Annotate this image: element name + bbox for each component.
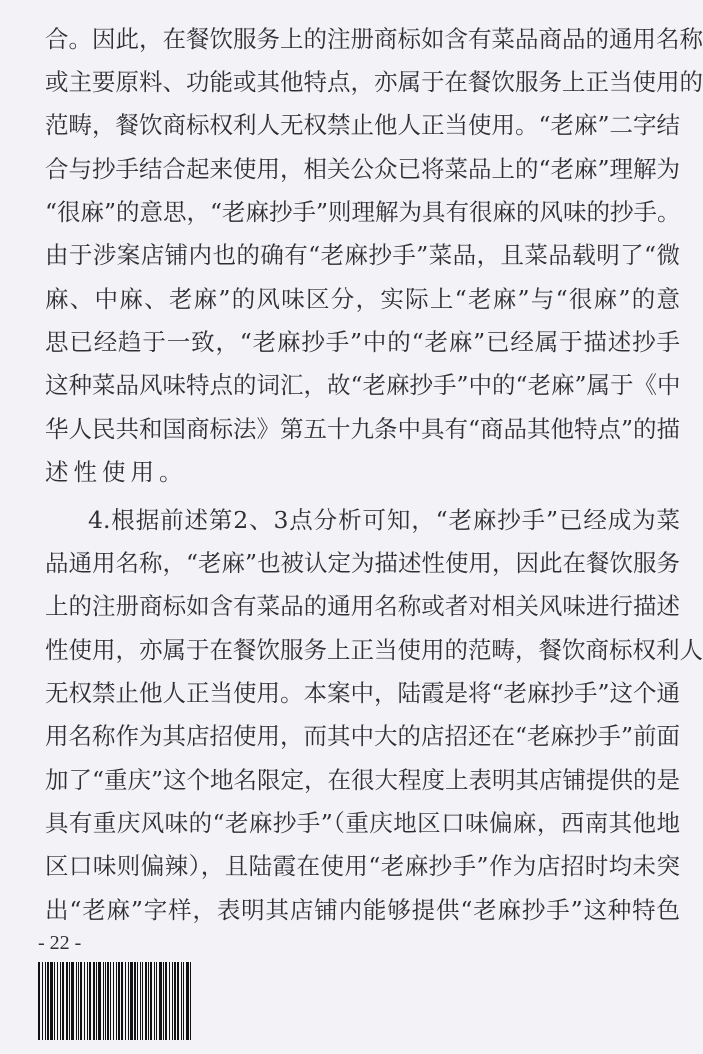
text-line: 性使用，亦属于在餐饮服务上正当使用的范畴，餐饮商标权利人 [45, 636, 703, 664]
barcode-bar [190, 962, 191, 1040]
barcode-image [38, 962, 208, 1040]
barcode-bar [54, 962, 55, 1040]
barcode-bar [169, 962, 170, 1040]
barcode-bar [174, 962, 176, 1040]
text-line: 华人民共和国商标法》第五十九条中具有“商品其他特点”的描 [45, 415, 681, 443]
text-line: 思已经趋于一致，“老麻抄手”中的“老麻”已经属于描述抄手 [45, 328, 680, 356]
barcode-bar [172, 962, 173, 1040]
text-line: 这种菜品风味特点的词汇，故“老麻抄手”中的“老麻”属于《中 [45, 371, 681, 399]
barcode-bar [145, 962, 147, 1040]
barcode-bar [148, 962, 149, 1040]
text-line: 用名称作为其店招使用，而其中大的店招还在“老麻抄手”前面 [45, 722, 681, 750]
barcode-bar [116, 962, 117, 1040]
barcode-bar [60, 962, 61, 1040]
barcode-bar [137, 962, 138, 1040]
text-line: 或主要原料、功能或其他特点，亦属于在餐饮服务上正当使用的 [45, 68, 703, 96]
text-line: 范畴，餐饮商标权利人无权禁止他人正当使用。“老麻”二字结 [45, 111, 681, 139]
barcode-bar [87, 962, 88, 1040]
page-number: - 22 - [38, 932, 82, 954]
barcode-bar [71, 962, 74, 1040]
barcode-bar [159, 962, 162, 1040]
text-line: “很麻”的意思，“老麻抄手”则理解为具有很麻的风味的抄手。 [45, 198, 681, 226]
barcode-bar [125, 962, 126, 1040]
barcode-bar [80, 962, 82, 1040]
barcode-bar [42, 962, 43, 1040]
text-line: 合与抄手结合起来使用，相关公众已将菜品上的“老麻”理解为 [45, 155, 681, 183]
barcode-bar [183, 962, 184, 1040]
barcode-bar [110, 962, 111, 1040]
barcode-bar [89, 962, 91, 1040]
barcode-bar [181, 962, 182, 1040]
barcode-bar [93, 962, 95, 1040]
text-line: 麻、中麻、老麻”的风味区分，实际上“老麻”与“很麻”的意 [45, 285, 680, 313]
text-line: 无权禁止他人正当使用。本案中，陆霞是将“老麻抄手”这个通 [45, 679, 681, 707]
barcode-bar [84, 962, 85, 1040]
barcode-bar [103, 962, 104, 1040]
text-line: 由于涉案店铺内也的确有“老麻抄手”菜品，且菜品载明了“微 [45, 241, 680, 269]
barcode-bar [66, 962, 68, 1040]
barcode-bar [150, 962, 152, 1040]
barcode-bar [113, 962, 114, 1040]
barcode-bar [165, 962, 167, 1040]
text-line: 具有重庆风味的“老麻抄手”（重庆地区口味偏麻，西南其他地 [45, 809, 680, 837]
barcode-bar [62, 962, 64, 1040]
barcode-bar [154, 962, 155, 1040]
barcode-bar [142, 962, 143, 1040]
text-line: 述性使用。 [45, 458, 188, 486]
barcode-bar [156, 962, 157, 1040]
barcode-bar [140, 962, 141, 1040]
barcode-bar [134, 962, 136, 1040]
barcode-bar [57, 962, 58, 1040]
barcode-bar [107, 962, 109, 1040]
barcode-bar [76, 962, 77, 1040]
text-line: 出“老麻”字样，表明其店铺内能够提供“老麻抄手”这种特色 [45, 896, 680, 924]
barcode-bar [38, 962, 40, 1040]
barcode-bar [118, 962, 120, 1040]
barcode-bar [45, 962, 46, 1040]
barcode-bar [47, 962, 49, 1040]
barcode-bar [128, 962, 129, 1040]
barcode-bar [50, 962, 53, 1040]
barcode-bar [69, 962, 70, 1040]
barcode-bar [96, 962, 97, 1040]
barcode-bar [98, 962, 101, 1040]
barcode-bar [121, 962, 123, 1040]
text-line: 合。因此，在餐饮服务上的注册商标如含有菜品商品的通用名称 [45, 25, 703, 53]
barcode-bar [177, 962, 179, 1040]
barcode-bar [163, 962, 164, 1040]
barcode-bar [130, 962, 133, 1040]
barcode-bar [186, 962, 189, 1040]
text-line: 4.根据前述第2、3点分析可知，“老麻抄手”已经成为菜 [88, 506, 680, 534]
text-line: 加了“重庆”这个地名限定，在很大程度上表明其店铺提供的是 [45, 766, 681, 794]
text-line: 品通用名称，“老麻”也被认定为描述性使用，因此在餐饮服务 [45, 549, 681, 577]
barcode-bar [105, 962, 106, 1040]
text-line: 上的注册商标如含有菜品的通用名称或者对相关风味进行描述 [45, 592, 680, 620]
text-line: 区口味则偏辣），且陆霞在使用“老麻抄手”作为店招时均未突 [45, 852, 680, 880]
barcode-bar [78, 962, 79, 1040]
